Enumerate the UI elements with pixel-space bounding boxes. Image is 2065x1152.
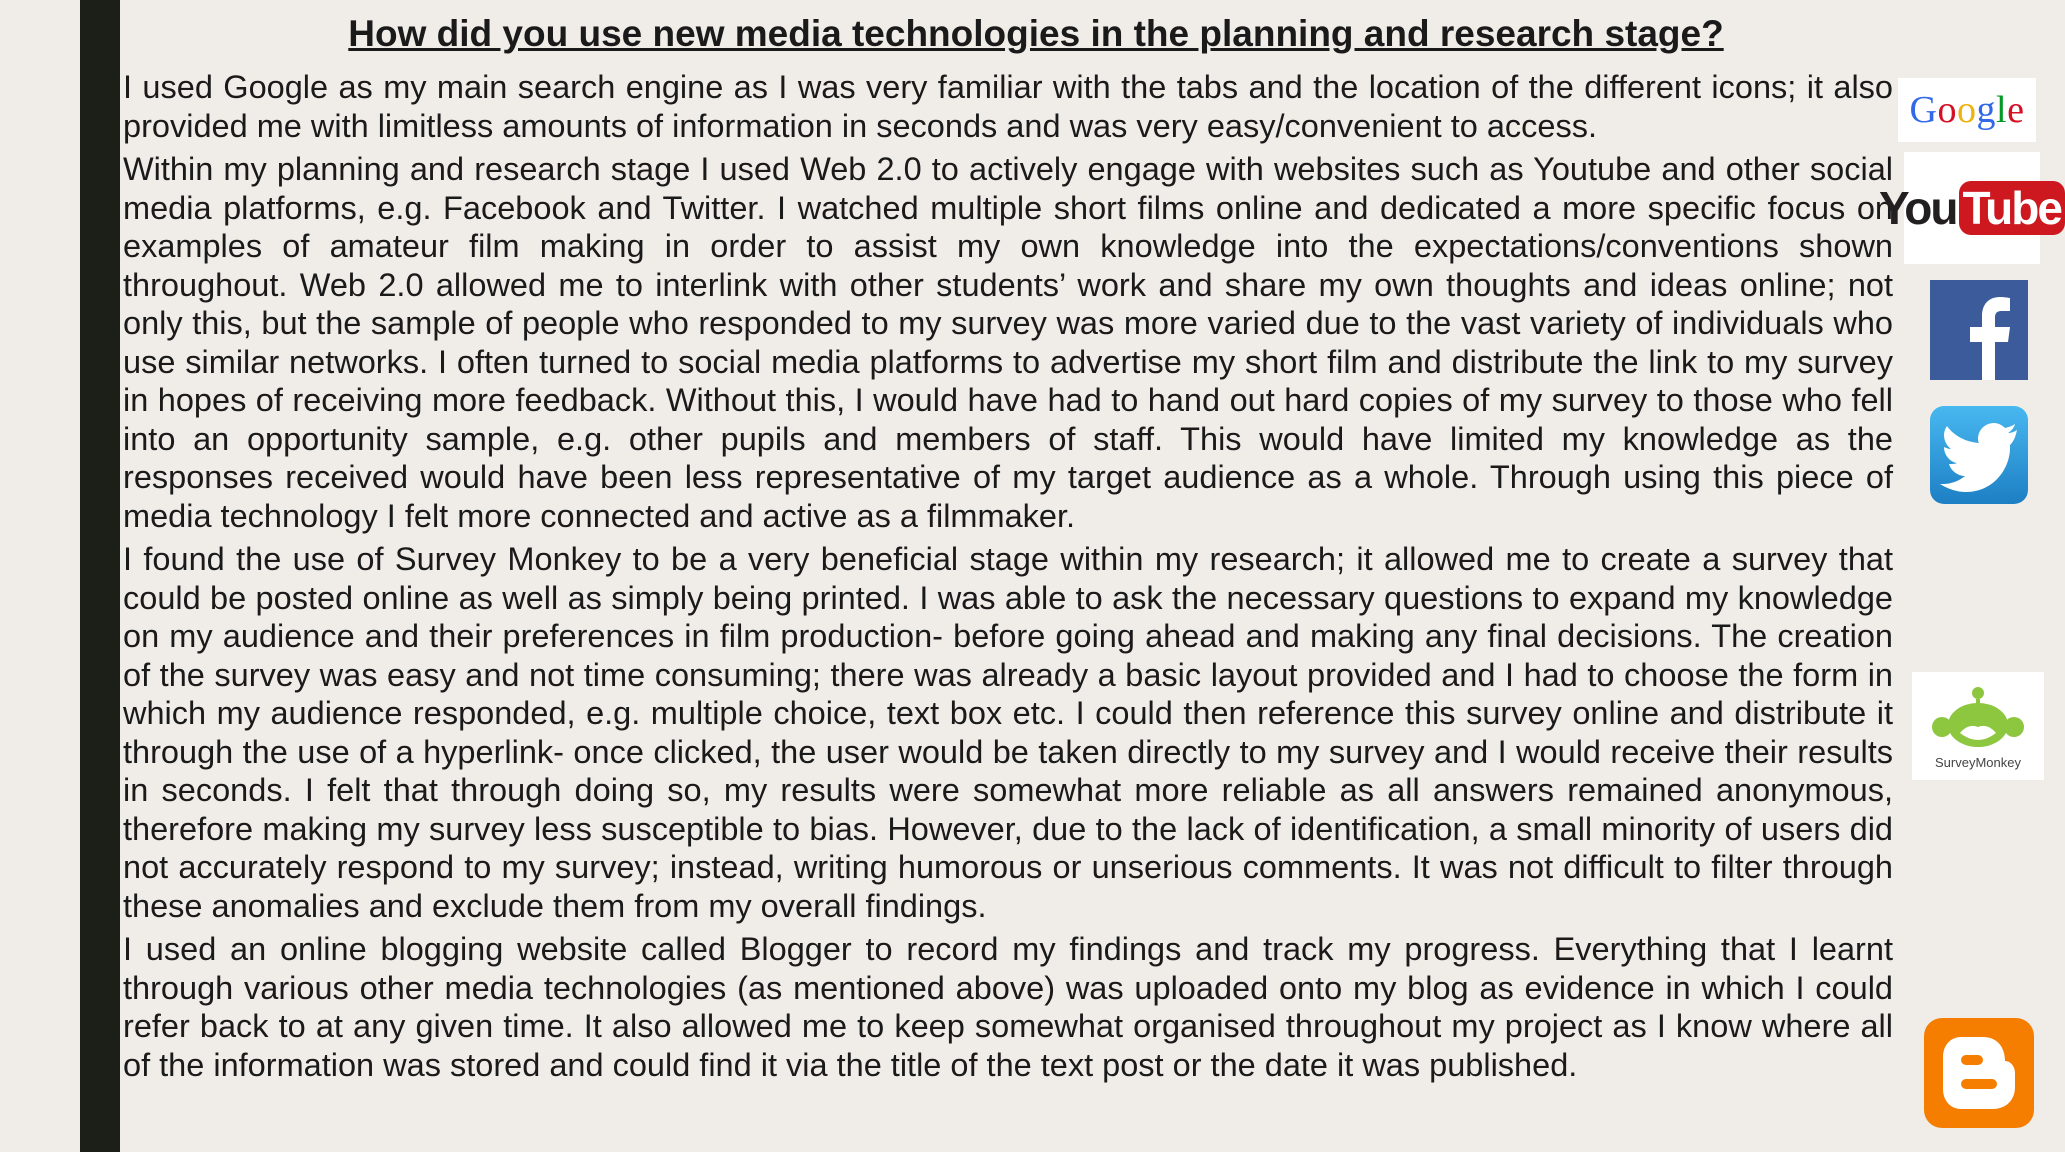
paragraph-blogger: I used an online blogging website called Blogger to record my findings and track my progress. Everything that I learnt through various other media technologies (as mentioned above) was uploaded onto my blog as evidence in which I could refer back to at any given time. It also allowed me to keep somewhat organised throughout my project as I know where all of the information was stored and could find it via the title of the text post or the date it was published.: [123, 931, 1893, 1083]
left-accent-bar: [80, 0, 120, 1152]
monkey-icon: [1928, 683, 2028, 753]
blogger-icon: [1924, 1018, 2034, 1128]
youtube-wordmark-tube: Tube: [1959, 181, 2065, 235]
twitter-bird-icon: [1930, 406, 2028, 504]
google-letter: o: [1937, 89, 1957, 131]
google-letter: g: [1976, 89, 1996, 131]
youtube-logo: [1879, 152, 2061, 264]
google-letter: o: [1957, 89, 1977, 131]
paragraph-web20: Within my planning and research stage I used Web 2.0 to actively engage with websites such as Youtube and other social media platforms, e.g. Facebook and Twitter. I watched multiple short films online and dedicated a more specific focus on examples of amateur film making in order to assist my own knowledge into the expectations/conventions shown throughout. Web 2.0 allowed me to interlink with other students’ work and share my own thoughts and ideas online; not only this, but the sample of people who responded to my survey was more varied due to the vast variety of individuals who use similar networks. I often turned to social media platforms to advertise my short film and distribute the link to my survey in hopes of receiving more feedback. Without this, I would have had to hand out hard copies of my survey to those who fell into an opportunity sample, e.g. other pupils and members of staff. This would have limited my knowledge as the responses received would have been less representative of my target audience as a whole. Through using this piece of media technology I felt more connected and active as a filmmaker.: [123, 151, 1893, 534]
surveymonkey-logo: [1912, 672, 2044, 780]
slide-body: [123, 68, 1893, 1089]
google-letter: G: [1909, 89, 1938, 131]
youtube-wordmark-you: You: [1879, 182, 1957, 234]
google-letter: e: [2007, 89, 2025, 131]
surveymonkey-wordmark: SurveyMonkey: [1935, 754, 2021, 770]
facebook-icon: [1930, 280, 2028, 380]
google-logo: [1898, 78, 2036, 142]
paragraph-google: I used Google as my main search engine as I was very familiar with the tabs and the location of the different icons; it also provided me with limitless amounts of information in seconds and was very easy/convenient to access.: [123, 69, 1893, 144]
google-letter: l: [1996, 89, 2008, 131]
slide-title: How did you use new media technologies in the planning and research stage?: [348, 13, 1724, 54]
paragraph-surveymonkey: I found the use of Survey Monkey to be a very beneficial stage within my research; it allowed me to create a survey that could be posted online as well as simply being printed. I was able to ask the necessary questions to expand my knowledge on my audience and their preferences in film production- before going ahead and making any final decisions. The creation of the survey was easy and not time consuming; there was already a basic layout provided and I had to choose the form in which my audience responded, e.g. multiple choice, text box etc. I could then reference this survey online and distribute it through the use of a hyperlink- once clicked, the user would be taken directly to my survey and I would receive their results in seconds. I felt that through doing so, my results were somewhat more reliable as all answers remained anonymous, therefore making my survey less susceptible to bias. However, due to the lack of identification, a small minority of users did not accurately respond to my survey; instead, writing humorous or unserious comments. It was not difficult to filter through these anomalies and exclude them from my overall findings.: [123, 541, 1893, 924]
